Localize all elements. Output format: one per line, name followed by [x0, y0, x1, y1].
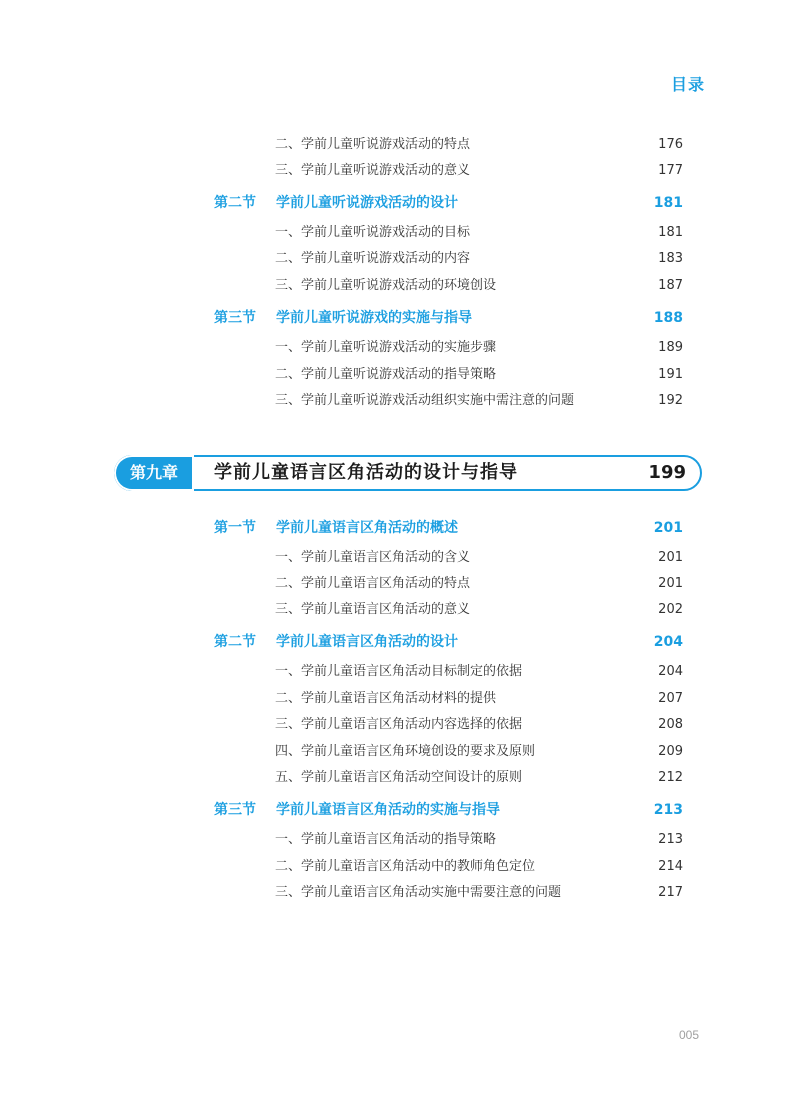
toc-subsection-entry[interactable] — [0, 660, 800, 684]
toc-subsection-entry[interactable] — [0, 274, 800, 298]
toc-section-title: 学前儿童语言区角活动的实施与指导 — [276, 802, 500, 818]
toc-section-title: 学前儿童语言区角活动的概述 — [276, 520, 458, 536]
toc-entry-page: 202 — [658, 602, 683, 617]
chapter-title: 学前儿童语言区角活动的设计与指导 — [214, 462, 518, 483]
toc-section-title: 学前儿童语言区角活动的设计 — [276, 634, 458, 650]
toc-subsection-entry[interactable] — [0, 740, 800, 764]
toc-entry-page: 181 — [658, 225, 683, 240]
toc-entry-title: 二、学前儿童听说游戏活动的特点 — [275, 137, 471, 152]
toc-entry-title: 一、学前儿童语言区角活动目标制定的依据 — [275, 664, 523, 679]
toc-entry-title: 三、学前儿童语言区角活动的意义 — [275, 602, 471, 617]
toc-entry-page: 191 — [658, 367, 683, 382]
toc-entry-title: 一、学前儿童语言区角活动的指导策略 — [275, 832, 497, 847]
toc-subsection-entry[interactable] — [0, 713, 800, 737]
toc-subsection-entry[interactable] — [0, 247, 800, 271]
running-head-contents: 目录 — [671, 75, 706, 94]
toc-entry-title: 二、学前儿童听说游戏活动的内容 — [275, 251, 471, 266]
toc-section-title: 学前儿童听说游戏的实施与指导 — [276, 310, 472, 326]
toc-subsection-entry[interactable] — [0, 572, 800, 596]
chapter-page-number: 199 — [648, 462, 686, 483]
toc-entry-page: 204 — [653, 634, 683, 650]
toc-subsection-entry[interactable] — [0, 389, 800, 413]
toc-entry-title: 五、学前儿童语言区角活动空间设计的原则 — [275, 770, 523, 785]
toc-section-label: 第三节 — [214, 310, 256, 326]
toc-subsection-entry[interactable] — [0, 159, 800, 183]
toc-entry-page: 176 — [658, 137, 683, 152]
toc-subsection-entry[interactable] — [0, 546, 800, 570]
toc-entry-title — [214, 798, 500, 822]
toc-entry-page: 201 — [658, 550, 683, 565]
chapter-heading-bar[interactable] — [114, 455, 702, 491]
toc-entry-title: 二、学前儿童语言区角活动材料的提供 — [275, 691, 497, 706]
toc-entry-title: 二、学前儿童听说游戏活动的指导策略 — [275, 367, 497, 382]
toc-entry-title: 一、学前儿童听说游戏活动的实施步骤 — [275, 340, 497, 355]
toc-entry-title: 四、学前儿童语言区角环境创设的要求及原则 — [275, 744, 536, 759]
toc-entry-page: 207 — [658, 691, 683, 706]
toc-subsection-entry[interactable] — [0, 828, 800, 852]
toc-section-entry[interactable] — [0, 306, 800, 330]
toc-entry-title — [214, 630, 458, 654]
toc-section-entry[interactable] — [0, 630, 800, 654]
toc-entry-page: 214 — [658, 859, 683, 874]
toc-entry-page: 189 — [658, 340, 683, 355]
toc-section-label: 第三节 — [214, 802, 256, 818]
toc-subsection-entry[interactable] — [0, 855, 800, 879]
toc-entry-title: 二、学前儿童语言区角活动的特点 — [275, 576, 471, 591]
toc-subsection-entry[interactable] — [0, 221, 800, 245]
toc-entry-page: 177 — [658, 163, 683, 178]
toc-entry-page: 181 — [653, 195, 683, 211]
page-folio: 005 — [679, 1028, 700, 1042]
toc-entry-page: 183 — [658, 251, 683, 266]
toc-entry-title: 二、学前儿童语言区角活动中的教师角色定位 — [275, 859, 536, 874]
toc-section-label: 第一节 — [214, 520, 256, 536]
toc-section-title: 学前儿童听说游戏活动的设计 — [276, 195, 458, 211]
toc-entry-title — [214, 516, 458, 540]
toc-entry-page: 201 — [653, 520, 683, 536]
toc-section-entry[interactable] — [0, 798, 800, 822]
toc-entry-page: 209 — [658, 744, 683, 759]
toc-entry-page: 217 — [658, 885, 683, 900]
toc-section-entry[interactable] — [0, 516, 800, 540]
toc-subsection-entry[interactable] — [0, 133, 800, 157]
toc-section-entry[interactable] — [0, 191, 800, 215]
toc-entry-title: 三、学前儿童听说游戏活动的意义 — [275, 163, 471, 178]
toc-subsection-entry[interactable] — [0, 598, 800, 622]
toc-subsection-entry[interactable] — [0, 687, 800, 711]
toc-entry-page: 204 — [658, 664, 683, 679]
toc-entry-title — [214, 306, 472, 330]
toc-entry-title: 一、学前儿童语言区角活动的含义 — [275, 550, 471, 565]
toc-section-label: 第二节 — [214, 634, 256, 650]
toc-section-label: 第二节 — [214, 195, 256, 211]
toc-entry-title: 一、学前儿童听说游戏活动的目标 — [275, 225, 471, 240]
toc-subsection-entry[interactable] — [0, 766, 800, 790]
toc-subsection-entry[interactable] — [0, 881, 800, 905]
toc-entry-page: 192 — [658, 393, 683, 408]
toc-entry-page: 208 — [658, 717, 683, 732]
toc-subsection-entry[interactable] — [0, 363, 800, 387]
toc-entry-page: 188 — [653, 310, 683, 326]
toc-entry-title — [214, 191, 458, 215]
toc-entry-page: 213 — [658, 832, 683, 847]
toc-entry-page: 213 — [653, 802, 683, 818]
toc-entry-page: 187 — [658, 278, 683, 293]
toc-entry-page: 201 — [658, 576, 683, 591]
toc-entry-title: 三、学前儿童听说游戏活动的环境创设 — [275, 278, 497, 293]
toc-entry-title: 三、学前儿童听说游戏活动组织实施中需注意的问题 — [275, 393, 575, 408]
toc-entry-title: 三、学前儿童语言区角活动内容选择的依据 — [275, 717, 523, 732]
toc-entry-page: 212 — [658, 770, 683, 785]
chapter-number-badge: 第九章 — [114, 455, 194, 491]
toc-subsection-entry[interactable] — [0, 336, 800, 360]
toc-entry-title: 三、学前儿童语言区角活动实施中需要注意的问题 — [275, 885, 562, 900]
